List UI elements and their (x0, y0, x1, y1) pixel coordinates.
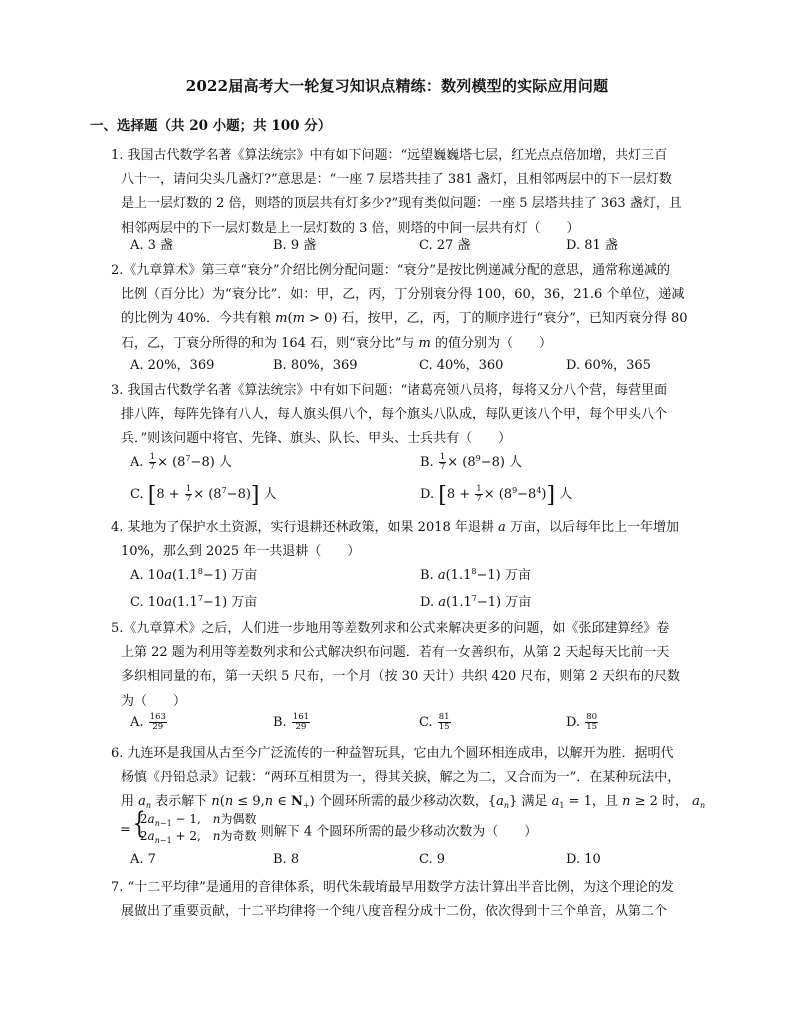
question-line: 1. 我国古代数学名著《算法统宗》中有如下问题：“远望巍巍塔七层，红光点点倍加增，共灯三百 (111, 148, 668, 163)
question-line: 6. 九连环是我国从古至今广泛流传的一种益智玩具，它由九个圆环相连成串，以解开为胜．据明代 (111, 746, 674, 761)
option-d[interactable]: D. 60%，365 (566, 358, 651, 373)
option-c[interactable]: C. $\frac{81}{15}$ (419, 712, 450, 732)
question-line: 是上一层灯数的 2 倍，则塔的顶层共有灯多少?”现有类似问题：一座 5 层塔共挂了 363 盏灯，且 (121, 196, 682, 212)
question-line: 5.《九章算术》之后，人们进一步地用等差数列求和公式来解决更多的问题，如《张邱建算经》卷 (111, 621, 670, 636)
option-a[interactable]: A. $\frac{163}{29}$ (130, 712, 166, 732)
question-line: 3. 我国古代数学名著《算法统宗》中有如下问题：“诸葛亮领八员将，每将又分八个营，每营里面 (111, 383, 668, 398)
option-a[interactable]: A. $\frac{1}{7}$ × $(8^7-8)$ 人 (130, 452, 232, 472)
option-d[interactable]: D. [8 + $\frac{1}{7}$ × $(8^9-8^4)$] 人 (420, 483, 573, 508)
question-line: 相邻两层中的下一层灯数是上一层灯数的 3 倍，则塔的中间一层共有灯（ ） (121, 220, 580, 236)
question-3 (111, 379, 701, 452)
question-line: 多织相同量的布，第一天织 5 尺布，一个月（按 30 天计）共织 420 尺布，则第 2 天织布的尺数 (121, 669, 680, 685)
question-4 (111, 516, 701, 564)
option-d[interactable]: D. 10 (566, 852, 601, 867)
question-line: 2.《九章算术》第三章“衰分”介绍比例分配问题：“衰分”是按比例递减分配的意思，通常称递减的 (111, 263, 670, 278)
question-line: 排八阵，每阵先锋有八人，每人旗头俱八个，每个旗头八队成，每队更该八个甲，每个甲头八个 (121, 407, 668, 423)
question-line: 展做出了重要贡献，十二平均律将一个纯八度音程分成十二份，依次得到十三个单音，从第二个 (121, 904, 668, 920)
question-line: 7. “十二平均律”是通用的音律体系，明代朱载堉最早用数学方法计算出半音比例，为这个理论的发 (111, 880, 674, 895)
option-c[interactable]: C. $10a(1.1^7-1)$ 万亩 (130, 594, 258, 610)
option-a[interactable]: A. 3 盏 (130, 238, 174, 253)
option-d[interactable]: D. 81 盏 (566, 238, 618, 253)
question-line: 则解下 4 个圆环所需的最少移动次数为（ ） (260, 824, 538, 840)
question-5 (111, 617, 701, 714)
question-line: 的比例为 40%．今共有粮 m(m > 0) 石，按甲，乙，丙，丁的顺序进行“衰分”，已知丙衰分得 80 (121, 311, 688, 327)
option-b[interactable]: B. $a(1.1^8-1)$ 万亩 (420, 567, 531, 583)
question-6 (111, 742, 706, 815)
question-line: 上第 22 题为利用等差数列求和公式解决织布问题．若有一女善织布，从第 2 天起每天比前一天 (121, 645, 670, 661)
option-a[interactable]: A. $10a(1.1^8-1)$ 万亩 (130, 567, 258, 583)
page-title: 2022届高考大一轮复习知识点精练：数列模型的实际应用问题 (185, 77, 609, 95)
question-line: 杨慎《丹铅总录》记载：“两环互相贯为一，得其关捩，解之为二，又合而为一”．在某种玩法中， (121, 770, 681, 786)
option-a[interactable]: A. 20%，369 (130, 358, 215, 373)
option-c[interactable]: C. 27 盏 (419, 238, 471, 253)
option-c[interactable]: C. 9 (419, 852, 446, 867)
option-a[interactable]: A. 7 (130, 852, 156, 867)
option-b[interactable]: B. $\frac{161}{29}$ (273, 712, 310, 732)
question-7 (111, 876, 701, 924)
section-heading: 一、选择题（共 20 小题；共 100 分） (90, 118, 332, 134)
option-b[interactable]: B. 80%，369 (273, 358, 358, 373)
question-line: 4. 某地为了保护水土资源，实行退耕还林政策，如果 2018 年退耕 a 万亩，以后每年比上一年增加 (111, 520, 679, 535)
question-line: 用 $a_n$ 表示解下 n(n ≤ 9,n ∈ $N_+$) 个圆环所需的最少移动次数，$\{a_n\}$ 满足 $a_1 = 1$，且 n ≥ 2 时， $a_n$ (121, 794, 706, 811)
question-line: 石，乙，丁衰分所得的和为 164 石，则“衰分比”与 m 的值分别为（ ） (121, 335, 552, 351)
question-line: 比例（百分比）为“衰分比”．如：甲，乙，丙，丁分别衰分得 100，60，36，21.6 个单位，递减 (121, 287, 685, 303)
option-c[interactable]: C. 40%，360 (419, 358, 504, 373)
question-line: 八十一，请问尖头几盏灯?”意思是：“一座 7 层塔共挂了 381 盏灯，且相邻两层中的下一层灯数 (121, 172, 672, 188)
piecewise-formula: { $2a_{n-1} - 1$, n为偶数 $2a_{n-1} + 2$, n为奇数 (131, 813, 257, 847)
option-b[interactable]: B. $\frac{1}{7}$ × $(8^9-8)$ 人 (420, 452, 523, 472)
question-6-cases: = { $2a_{n-1} - 1$, n为偶数 $2a_{n-1} + 2$, n为奇数 则解下 4 个圆环所需的最少移动次数为（ ） (120, 813, 537, 847)
option-d[interactable]: D. $a(1.1^7-1)$ 万亩 (420, 594, 532, 610)
question-1 (111, 144, 701, 241)
option-d[interactable]: D. $\frac{80}{15}$ (566, 712, 598, 732)
option-b[interactable]: B. 8 (273, 852, 300, 867)
question-line: 兵．”则该问题中将官、先锋、旗头、队长、甲头、士兵共有（ ） (121, 431, 512, 447)
question-line: 为（ ） (121, 693, 187, 709)
option-b[interactable]: B. 9 盏 (273, 238, 317, 253)
question-2 (111, 259, 701, 356)
question-line: 10%，那么到 2025 年一共退耕（ ） (121, 544, 361, 560)
option-c[interactable]: C. [8 + $\frac{1}{7}$ × $(8^7-8)$] 人 (130, 483, 277, 508)
